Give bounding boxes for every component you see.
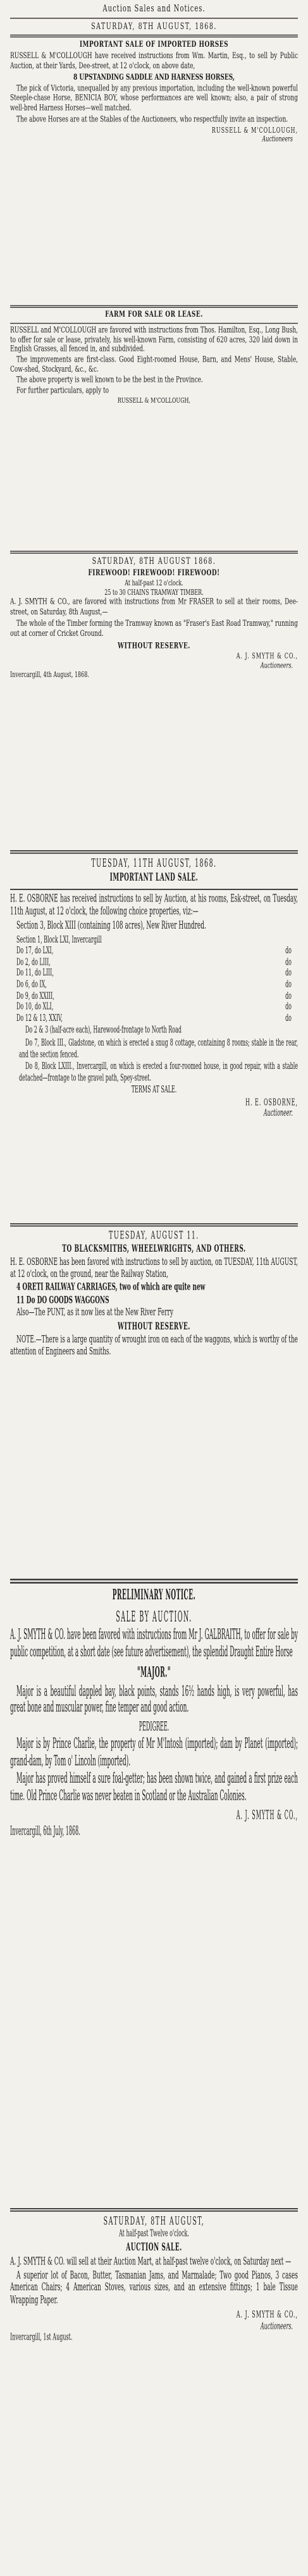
ad-farm — [0, 299, 308, 582]
ad2-signer: RUSSELL & M'COLLOUGH, — [117, 396, 191, 405]
ad7-detail: A superior lot of Bacon, Butter, Tasmanian Jams, and Marmalade; Two good Pianos, 3 cases American Chairs; 4 American Stoves, various sizes, and an extensive fittings; 1 bale Tissue Wrapping Paper. — [10, 2269, 298, 2307]
land-lot-place: do — [285, 945, 292, 956]
ad1-intro: RUSSELL & M'COLLOUGH have received instructions from Wm. Martin, Esq., to sell by Public Auction, at their Yards, Dee-street, at 12 o'clock, on above date, — [10, 51, 298, 71]
ad6-desc: Major is a beautiful dappled bay, black points, stands 16½ hands high, is very powerful, has great bone and muscular power, fine temper and good action. — [10, 1683, 298, 1717]
land-lot-row — [10, 1001, 298, 1013]
ad3-date: SATURDAY, 8TH AUGUST 1868. — [92, 556, 216, 567]
ad1-signer: RUSSELL & M'COLLOUGH, — [211, 126, 298, 135]
ad7-place-date: Invercargill, 1st August. — [10, 2331, 73, 2343]
ad4-signer: H. E. OSBORNE, — [245, 1097, 298, 1108]
ad6-pedigree-label: PEDIGREE. — [139, 1719, 169, 1734]
ad4-lot-a: Do 2 & 3 (half-acre each), Harewood-frontage to North Road — [25, 1025, 182, 1035]
ad6-signer: A. J. SMYTH & CO., — [236, 1807, 298, 1822]
land-lot-desc: Do 10, do XLI, — [16, 1001, 54, 1012]
ad3-intro: A. J. SMYTH & CO., are favored with instructions from Mr FRASER to sell at their rooms, Dee-street, on Saturday, 8th August,— — [10, 597, 298, 618]
ad4-heading: IMPORTANT LAND SALE. — [109, 872, 199, 885]
ad5-lot1: 4 ORETI RAILWAY CARRIAGES, two of which are quite new — [16, 1282, 206, 1293]
ad2-heading: FARM FOR SALE OR LEASE. — [105, 310, 203, 320]
ad3-detail: The whole of the Timber forming the Tramway known as "Fraser's East Road Tramway," running out at corner of Cricket Ground. — [10, 619, 298, 639]
ad-land-sale — [0, 842, 308, 1216]
land-lot-place: do — [285, 990, 292, 1001]
land-lot-row — [10, 979, 298, 990]
ad3-place-date: Invercargill, 4th August, 1868. — [10, 670, 89, 679]
page-title: Auction Sales and Notices. — [102, 3, 206, 15]
ad5-heading: TO BLACKSMITHS, WHEELWRIGHTS, AND OTHERS. — [62, 1244, 246, 1255]
ad1-note: The above Horses are at the Stables of the Auctioneers, who respectfully invite an inspection. — [16, 114, 288, 125]
ad5-date: TUESDAY, AUGUST 11. — [109, 1230, 199, 1242]
ad6-heading: PRELIMINARY NOTICE. — [112, 1588, 196, 1604]
ad3-subheading: 25 to 30 CHAINS TRAMWAY TIMBER. — [104, 588, 204, 597]
land-lot-desc: Section 1, Block LXI, Invercargill — [16, 934, 102, 945]
ad4-lot-b: Do 7, Block III., Gladstone, on which is erected a snug 8 cottage, containing 8 rooms; stable in the rear, and the section fenced. — [19, 1037, 298, 1059]
ad3-heading: FIREWOOD! FIREWOOD! FIREWOOD! — [88, 569, 220, 578]
ad6-place-date: Invercargill, 6th July, 1868. — [10, 1822, 80, 1838]
ad4-terms: TERMS AT SALE. — [131, 1084, 177, 1096]
land-lot-desc: Do 11, do LIII, — [16, 967, 54, 979]
land-lot-row — [10, 934, 298, 945]
ad4-intro: H. E. OSBORNE has received instructions to sell by Auction, at his rooms, Esk-street, on Tuesday, 11th August, at 12 o'clock, the following choice properties, viz:— — [10, 893, 298, 919]
ad5-note: NOTE.—There is a large quantity of wrought iron on each of the waggons, which is worthy of the attention of Engineers and Smiths. — [10, 1334, 298, 1358]
ad-major-horse — [0, 1568, 308, 2073]
land-lot-row — [10, 990, 298, 1001]
ad7-time: At half-past Twelve o'clock. — [119, 2228, 189, 2240]
land-lot-row — [10, 1013, 298, 1024]
land-lot-place: do — [285, 979, 292, 990]
land-lot-place: do — [285, 1001, 292, 1012]
land-lot-desc: Do 6, do IX, — [16, 979, 47, 990]
ad7-heading: AUCTION SALE. — [126, 2242, 182, 2254]
ad1-lot: 8 UPSTANDING SADDLE AND HARNESS HORSES, — [73, 73, 235, 82]
ad-firewood — [0, 544, 308, 844]
ad5-lot2: 11 Do DO GOODS WAGGONS — [16, 1295, 109, 1306]
land-lot-place: do — [285, 1012, 292, 1023]
ad3-role: Auctioneers. — [260, 661, 293, 670]
land-lot-desc: Do 17, do LXI, — [16, 945, 54, 956]
ad5-lot3: Also—The PUNT, as it now lies at the New River Ferry — [16, 1307, 173, 1319]
ad6-intro: A. J. SMYTH & CO. have been favored with instructions from Mr J. GALBRAITH, to offer for sale by public competition, at a short date (see future advertisement), the splendid Draught Entire Horse — [10, 1628, 298, 1661]
ad5-intro: H. E. OSBORNE has been favored with instructions to sell by auction, on TUESDAY, 11th AUGUST, at 12 o'clock, on the ground, near the Railway Station, — [10, 1257, 298, 1281]
ad4-section: Section 3, Block XIII (containing 108 acres), New River Hundred. — [16, 920, 206, 932]
ad6-pedigree: Major is by Prince Charlie, the property of Mr M'Intosh (imported); dam by Planet (imported); grand-dam, by Tom o' Lincoln (imported). — [10, 1736, 298, 1769]
ad1-heading: IMPORTANT SALE OF IMPORTED HORSES — [79, 40, 229, 51]
ad2-apply: For further particulars, apply to — [16, 386, 109, 396]
ad4-role: Auctioneer. — [263, 1108, 293, 1119]
ad4-date: TUESDAY, 11TH AUGUST, 1868. — [91, 857, 217, 870]
ad1-detail: The pick of Victoria, unequalled by any previous importation, including the well-known powerful Steeple-chase Horse, BENICIA BOY, whose performances are well known; also, a pair of strong well-bred Harness Horses—well matched. — [10, 83, 298, 114]
land-lot-place: do — [285, 967, 292, 979]
ad-auction-sale — [0, 2200, 308, 2576]
ad3-reserve: WITHOUT RESERVE. — [118, 641, 190, 651]
land-lot-row — [10, 968, 298, 979]
ad7-role: Auctioneers. — [260, 2320, 293, 2331]
land-lot-place: do — [285, 956, 292, 967]
land-lot-desc: Do 9, do XXIII, — [16, 990, 54, 1001]
ad-blacksmiths — [0, 1216, 308, 1566]
ad7-intro: A. J. SMYTH & CO. will sell at their Auction Mart, at half-past twelve o'clock, on Saturday next — — [10, 2256, 292, 2268]
land-lot-row — [10, 945, 298, 956]
ad1-date: SATURDAY, 8TH AUGUST, 1868. — [91, 21, 217, 32]
ad3-time: At half-past 12 o'clock. — [125, 579, 183, 588]
ad2-intro: RUSSELL and M'COLLOUGH are favored with instructions from Thos. Hamilton, Esq., Long Bush, to offer for sale or lease, privately, his well-known Farm, consisting of 620 acres, 320 laid down in English Grasses, all fenced in, and subdivided. — [10, 326, 298, 355]
land-lot-desc: Do 12 & 13, XXIV, — [16, 1012, 63, 1023]
land-lot-row — [10, 956, 298, 968]
ad2-detail: The improvements are first-class. Good Eight-roomed House, Barn, and Mens' House, Stable, Cow-shed, Stockyard, &c., &c. — [10, 355, 298, 374]
ad6-subheading: SALE BY AUCTION. — [116, 1608, 192, 1626]
land-lot-desc: Do 2, do LIII, — [16, 956, 51, 967]
ad1-role: Auctioneers — [262, 135, 293, 143]
ad2-note: The above property is well known to be the best in the Province. — [16, 375, 203, 385]
ad7-date: SATURDAY, 8TH AUGUST, — [103, 2215, 205, 2228]
ad4-lot-c: Do 8, Block LXIII., Invercargill, on which is erected a four-roomed house, in good repair, with a stable detached—frontage to the gravel path, Spey-street. — [19, 1061, 298, 1083]
ad7-signer: A. J. SMYTH & CO., — [236, 2309, 298, 2320]
ad3-signer: A. J. SMYTH & CO., — [236, 652, 298, 661]
ad5-reserve: WITHOUT RESERVE. — [118, 1322, 190, 1333]
ad6-name: "MAJOR." — [137, 1665, 171, 1682]
ad6-record: Major has proved himself a sure foal-getter; has been shown twice, and gained a first prize each time. Old Prince Charlie was never beaten in Scotland or the Australian Colonies. — [10, 1772, 298, 1805]
ad-imported-horses — [0, 0, 308, 300]
land-lots-list — [10, 934, 298, 1023]
